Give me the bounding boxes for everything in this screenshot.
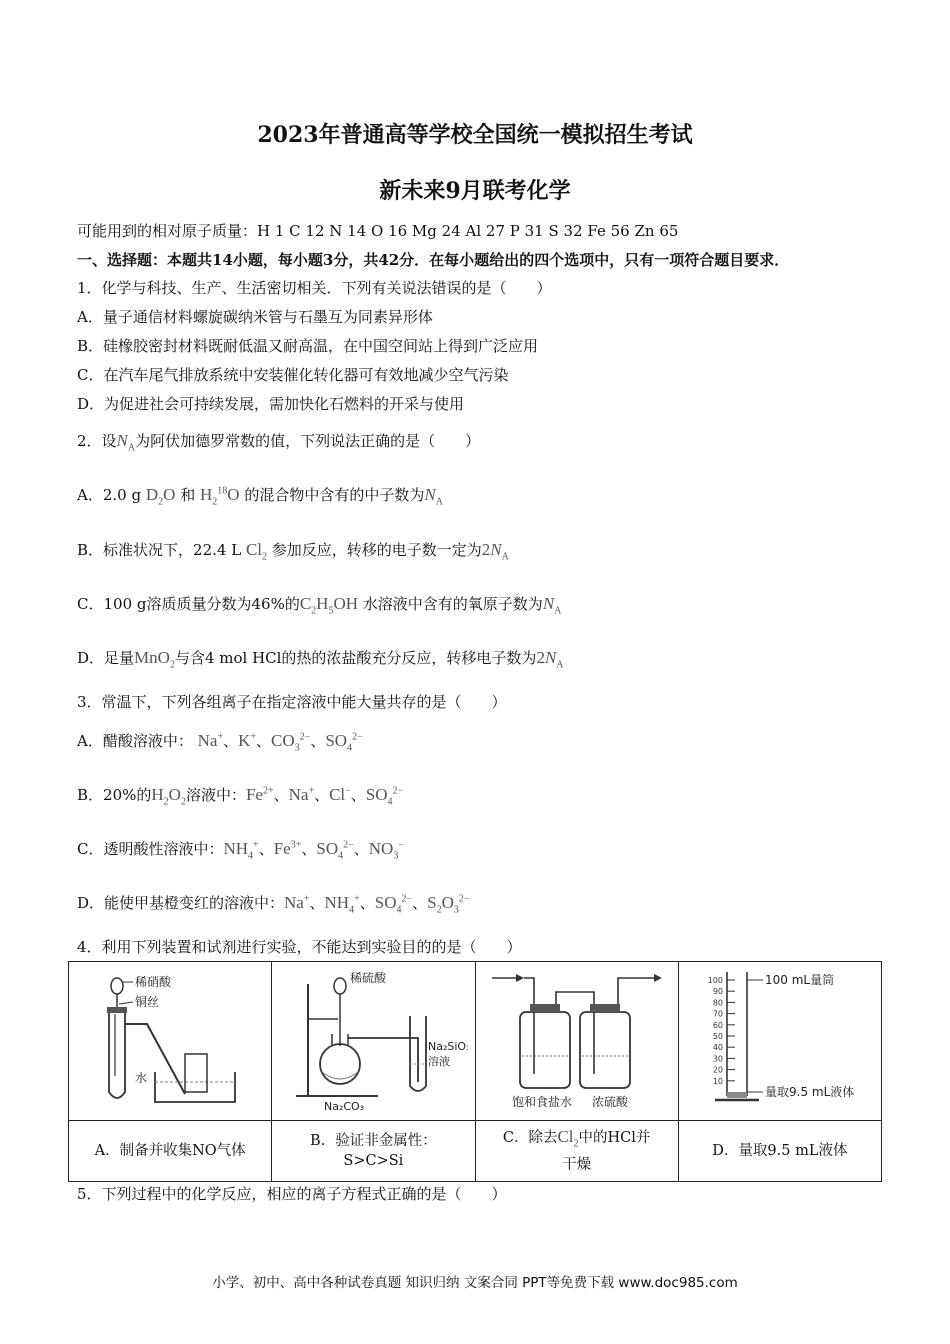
apparatus-a — [69, 962, 272, 1121]
cylinder-scale — [708, 976, 735, 1086]
q4-apparatus-table — [68, 961, 882, 1182]
scale-tick-label: 90 — [712, 987, 723, 997]
apparatus-b-figure — [278, 964, 468, 1114]
q1-stem: 1．化学与科技、生产、生活密切相关．下列有关说法错误的是（ ） — [77, 279, 552, 297]
q1-option-b: B．硅橡胶密封材料既耐低温又耐高温，在中国空间站上得到广泛应用 — [77, 337, 539, 355]
atomic-masses: 可能用到的相对原子质量：H 1 C 12 N 14 O 16 Mg 24 Al 27 P 31 S 32 Fe 56 Zn 65 — [77, 222, 679, 240]
formula-mno2: MnO$_2$ — [134, 648, 175, 671]
q4-caption-b: B．验证非金属性： S>C>Si — [272, 1121, 475, 1182]
apparatus-c-figure — [482, 964, 672, 1114]
formula-ethanol: $C_2H_5OH$ — [299, 594, 359, 617]
q3-option-c: C．透明酸性溶液中：$NH_4^+$、$Fe^{3+}$、$SO_4^{2-}$、$NO_3^-$ — [77, 839, 404, 862]
scale-tick-label: 30 — [712, 1054, 723, 1064]
q3-stem: 3．常温下，下列各组离子在指定溶液中能大量共存的是（ ） — [77, 693, 507, 711]
apparatus-d-figure — [685, 964, 875, 1114]
label-water: 水 — [135, 1071, 148, 1085]
scale-tick-label: 100 — [707, 976, 723, 985]
apparatus-d — [678, 962, 881, 1121]
q3-option-d: D．能使甲基橙变红的溶液中：Na+、$NH_4^+$、$SO_4^{2-}$、$S_2O_3^{2-}$ — [77, 893, 470, 916]
label-dilute-h2so4: 稀硫酸 — [350, 971, 387, 985]
q2-option-c: C．100 g溶质质量分数为46%的$C_2H_5OH$ 水溶液中含有的氧原子数为$N_A$ — [77, 594, 562, 617]
apparatus-c — [475, 962, 678, 1121]
q1-option-d: D．为促进社会可持续发展，需加快化石燃料的开采与使用 — [77, 395, 465, 413]
q2-option-a: A．2.0 g $D_2O$ 和 $H_2^{18}O$ 的混合物中含有的中子数为$N_A$ — [77, 485, 443, 508]
scale-tick-label: 20 — [712, 1065, 723, 1075]
q5-stem: 5．下列过程中的化学反应，相应的离子方程式正确的是（ ） — [77, 1185, 507, 1203]
scale-tick-label: 80 — [712, 998, 723, 1008]
scale-tick-label: 70 — [712, 1009, 723, 1019]
q3-option-b: B．20%的$H_2O_2$溶液中：$Fe^{2+}$、Na+、Cl−、$SO_4^{2-}$ — [77, 785, 404, 808]
label-na2sio3: Na₂SiO₃ — [428, 1040, 469, 1053]
label-saturated-brine: 饱和食盐水 — [511, 1095, 572, 1109]
apparatus-b — [272, 962, 475, 1121]
label-conc-h2so4: 浓硫酸 — [591, 1095, 628, 1109]
label-solution: 溶液 — [428, 1055, 451, 1068]
label-copper-wire: 铜丝 — [135, 995, 160, 1009]
q4-stem: 4．利用下列装置和试剂进行实验，不能达到实验目的的是（ ） — [77, 938, 522, 956]
scale-tick-label: 10 — [712, 1076, 723, 1086]
formula-h2-18o: $H_2^{18}O$ — [199, 485, 240, 508]
q2-option-d: D．足量MnO$_2$与含4 mol HCl的热的浓盐酸充分反应，转移电子数为$2N_A$ — [77, 648, 564, 671]
formula-cl2: $Cl_2$ — [245, 540, 267, 563]
formula-na: $N_A$ — [116, 431, 136, 454]
q1-option-a: A．量子通信材料螺旋碳纳米管与石墨互为同素异形体 — [77, 308, 433, 326]
q4-caption-c: C．除去$Cl_2$中的HCl并 干燥 — [475, 1121, 678, 1182]
q4-caption-d: D．量取9.5 mL液体 — [678, 1121, 881, 1182]
label-measure-9-5ml: 量取9.5 mL液体 — [764, 1085, 855, 1099]
q2-stem: 2．设$N_A$为阿伏加德罗常数的值，下列说法正确的是（ ） — [77, 431, 481, 454]
scale-tick-label: 60 — [712, 1020, 723, 1030]
q3-option-a: A．醋酸溶液中： Na+、K+、$CO_3^{2-}$、$SO_4^{2-}$ — [77, 731, 363, 754]
scale-tick-label: 50 — [712, 1032, 723, 1041]
label-100ml-cylinder: 100 mL量筒 — [764, 973, 834, 987]
page-subtitle: 新未来9月联考化学 — [379, 178, 571, 204]
page-footer: 小学、初中、高中各种试卷真题 知识归纳 文案合同 PPT等免费下载 www.doc985.com — [212, 1275, 738, 1291]
scale-tick-label: 40 — [712, 1043, 723, 1053]
section-heading: 一、选择题：本题共14小题，每小题3分，共42分．在每小题给出的四个选项中，只有一项符合题目要求． — [77, 251, 790, 269]
q2-option-b: B．标准状况下，22.4 L $Cl_2$ 参加反应，转移的电子数一定为$2N_A$ — [77, 540, 509, 563]
apparatus-a-figure — [75, 964, 265, 1114]
q4-caption-a: A．制备并收集NO气体 — [69, 1121, 272, 1182]
q1-option-c: C．在汽车尾气排放系统中安装催化转化器可有效地减少空气污染 — [77, 366, 509, 384]
formula-d2o: $D_2O$ — [145, 485, 176, 508]
page-title: 2023年普通高等学校全国统一模拟招生考试 — [257, 122, 693, 148]
label-na2co3: Na₂CO₃ — [324, 1100, 365, 1113]
label-dilute-hno3: 稀硝酸 — [135, 975, 172, 989]
